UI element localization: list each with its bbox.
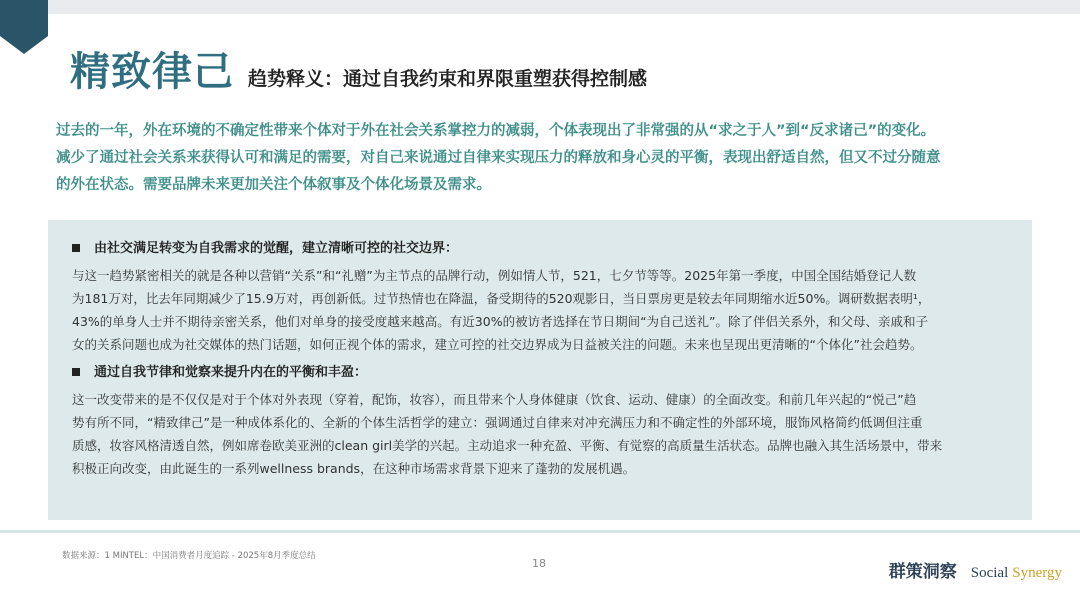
section-heading bbox=[72, 234, 1008, 264]
paragraph-line: 与这一趋势紧密相关的就是各种以营销“关系”和“礼赠”为主节点的品牌行动，例如情人节，521，七夕节等等。2025年第一季度，中国全国结婚登记人数 bbox=[72, 268, 917, 283]
footer-divider bbox=[0, 530, 1080, 533]
intro-line: 过去的一年，外在环境的不确定性带来个体对于外在社会关系掌控力的减弱，个体表现出了非常强的从“求之于人”到“反求诸己”的变化。 bbox=[56, 123, 936, 139]
paragraph-line: 为181万对，比去年同期减少了15.9万对，再创新低。过节热情也在降温，备受期待的520观影日，当日票房更是较去年同期缩水近50%。调研数据表明¹， bbox=[72, 291, 931, 306]
paragraph-line: 这一改变带来的是不仅仅是对于个体对外表现（穿着，配饰，妆容），而且带来个人身体健康（饮食、运动、健康）的全面改变。和前几年兴起的“悦己”趋 bbox=[72, 392, 917, 407]
section-heading bbox=[72, 358, 1008, 388]
data-source-note: 数据来源：1 MINTEL：中国消费者月度追踪 - 2025年8月季度总结 bbox=[62, 551, 316, 561]
page-title: 精致律己 bbox=[70, 49, 234, 95]
paragraph-line: 女的关系问题也成为社交媒体的热门话题，如何正视个体的需求，建立可控的社交边界成为日益被关注的问题。未来也呈现出更清晰的“个体化”社会趋势。 bbox=[72, 337, 923, 352]
section-paragraph bbox=[72, 388, 1008, 480]
paragraph-line: 质感，妆容风格清透自然，例如席卷欧美亚洲的clean girl美学的兴起。主动追求一种充盈、平衡、有觉察的高质量生活状态。品牌也融入其生活场景中，带来 bbox=[72, 438, 943, 453]
intro-line: 的外在状态。需要品牌未来更加关注个体叙事及个体化场景及需求。 bbox=[56, 177, 491, 193]
page-subtitle: 趋势释义：通过自我约束和界限重塑获得控制感 bbox=[248, 68, 648, 90]
intro-line: 减少了通过社会关系来获得认可和满足的需要，对自己来说通过自律来实现压力的释放和身心灵的平衡，表现出舒适自然，但又不过分随意 bbox=[56, 150, 941, 166]
paragraph-line: 势有所不同，“精致律己”是一种成体系化的、全新的个体生活哲学的建立：强调通过自律来对冲充满压力和不确定性的外部环境，服饰风格简约低调但注重 bbox=[72, 415, 923, 430]
brand-name-en-social: Social bbox=[970, 565, 1009, 581]
brand-logo bbox=[889, 557, 1062, 582]
page-number: 18 bbox=[532, 557, 546, 570]
top-bar bbox=[0, 0, 1080, 14]
intro-paragraph bbox=[56, 118, 1036, 199]
corner-badge-icon bbox=[0, 0, 48, 56]
paragraph-line: 43%的单身人士并不期待亲密关系，他们对单身的接受度越来越高。有近30%的被访者选择在节日期间“为自己送礼”。除了伴侣关系外，和父母、亲戚和子 bbox=[72, 314, 929, 329]
title-row bbox=[70, 40, 647, 96]
section-heading-text: 由社交满足转变为自我需求的觉醒，建立清晰可控的社交边界： bbox=[94, 241, 459, 256]
paragraph-line: 积极正向改变，由此诞生的一系列wellness brands，在这种市场需求背景下迎来了蓬勃的发展机遇。 bbox=[72, 461, 636, 476]
square-bullet-icon bbox=[72, 244, 80, 252]
square-bullet-icon bbox=[72, 368, 80, 376]
content-box bbox=[48, 220, 1032, 520]
section-heading-text: 通过自我节律和觉察来提升内在的平衡和丰盈： bbox=[94, 365, 368, 380]
brand-name-cn: 群策洞察 bbox=[888, 562, 957, 582]
section-paragraph bbox=[72, 264, 1008, 356]
brand-name-en-synergy: Synergy bbox=[1012, 565, 1062, 581]
